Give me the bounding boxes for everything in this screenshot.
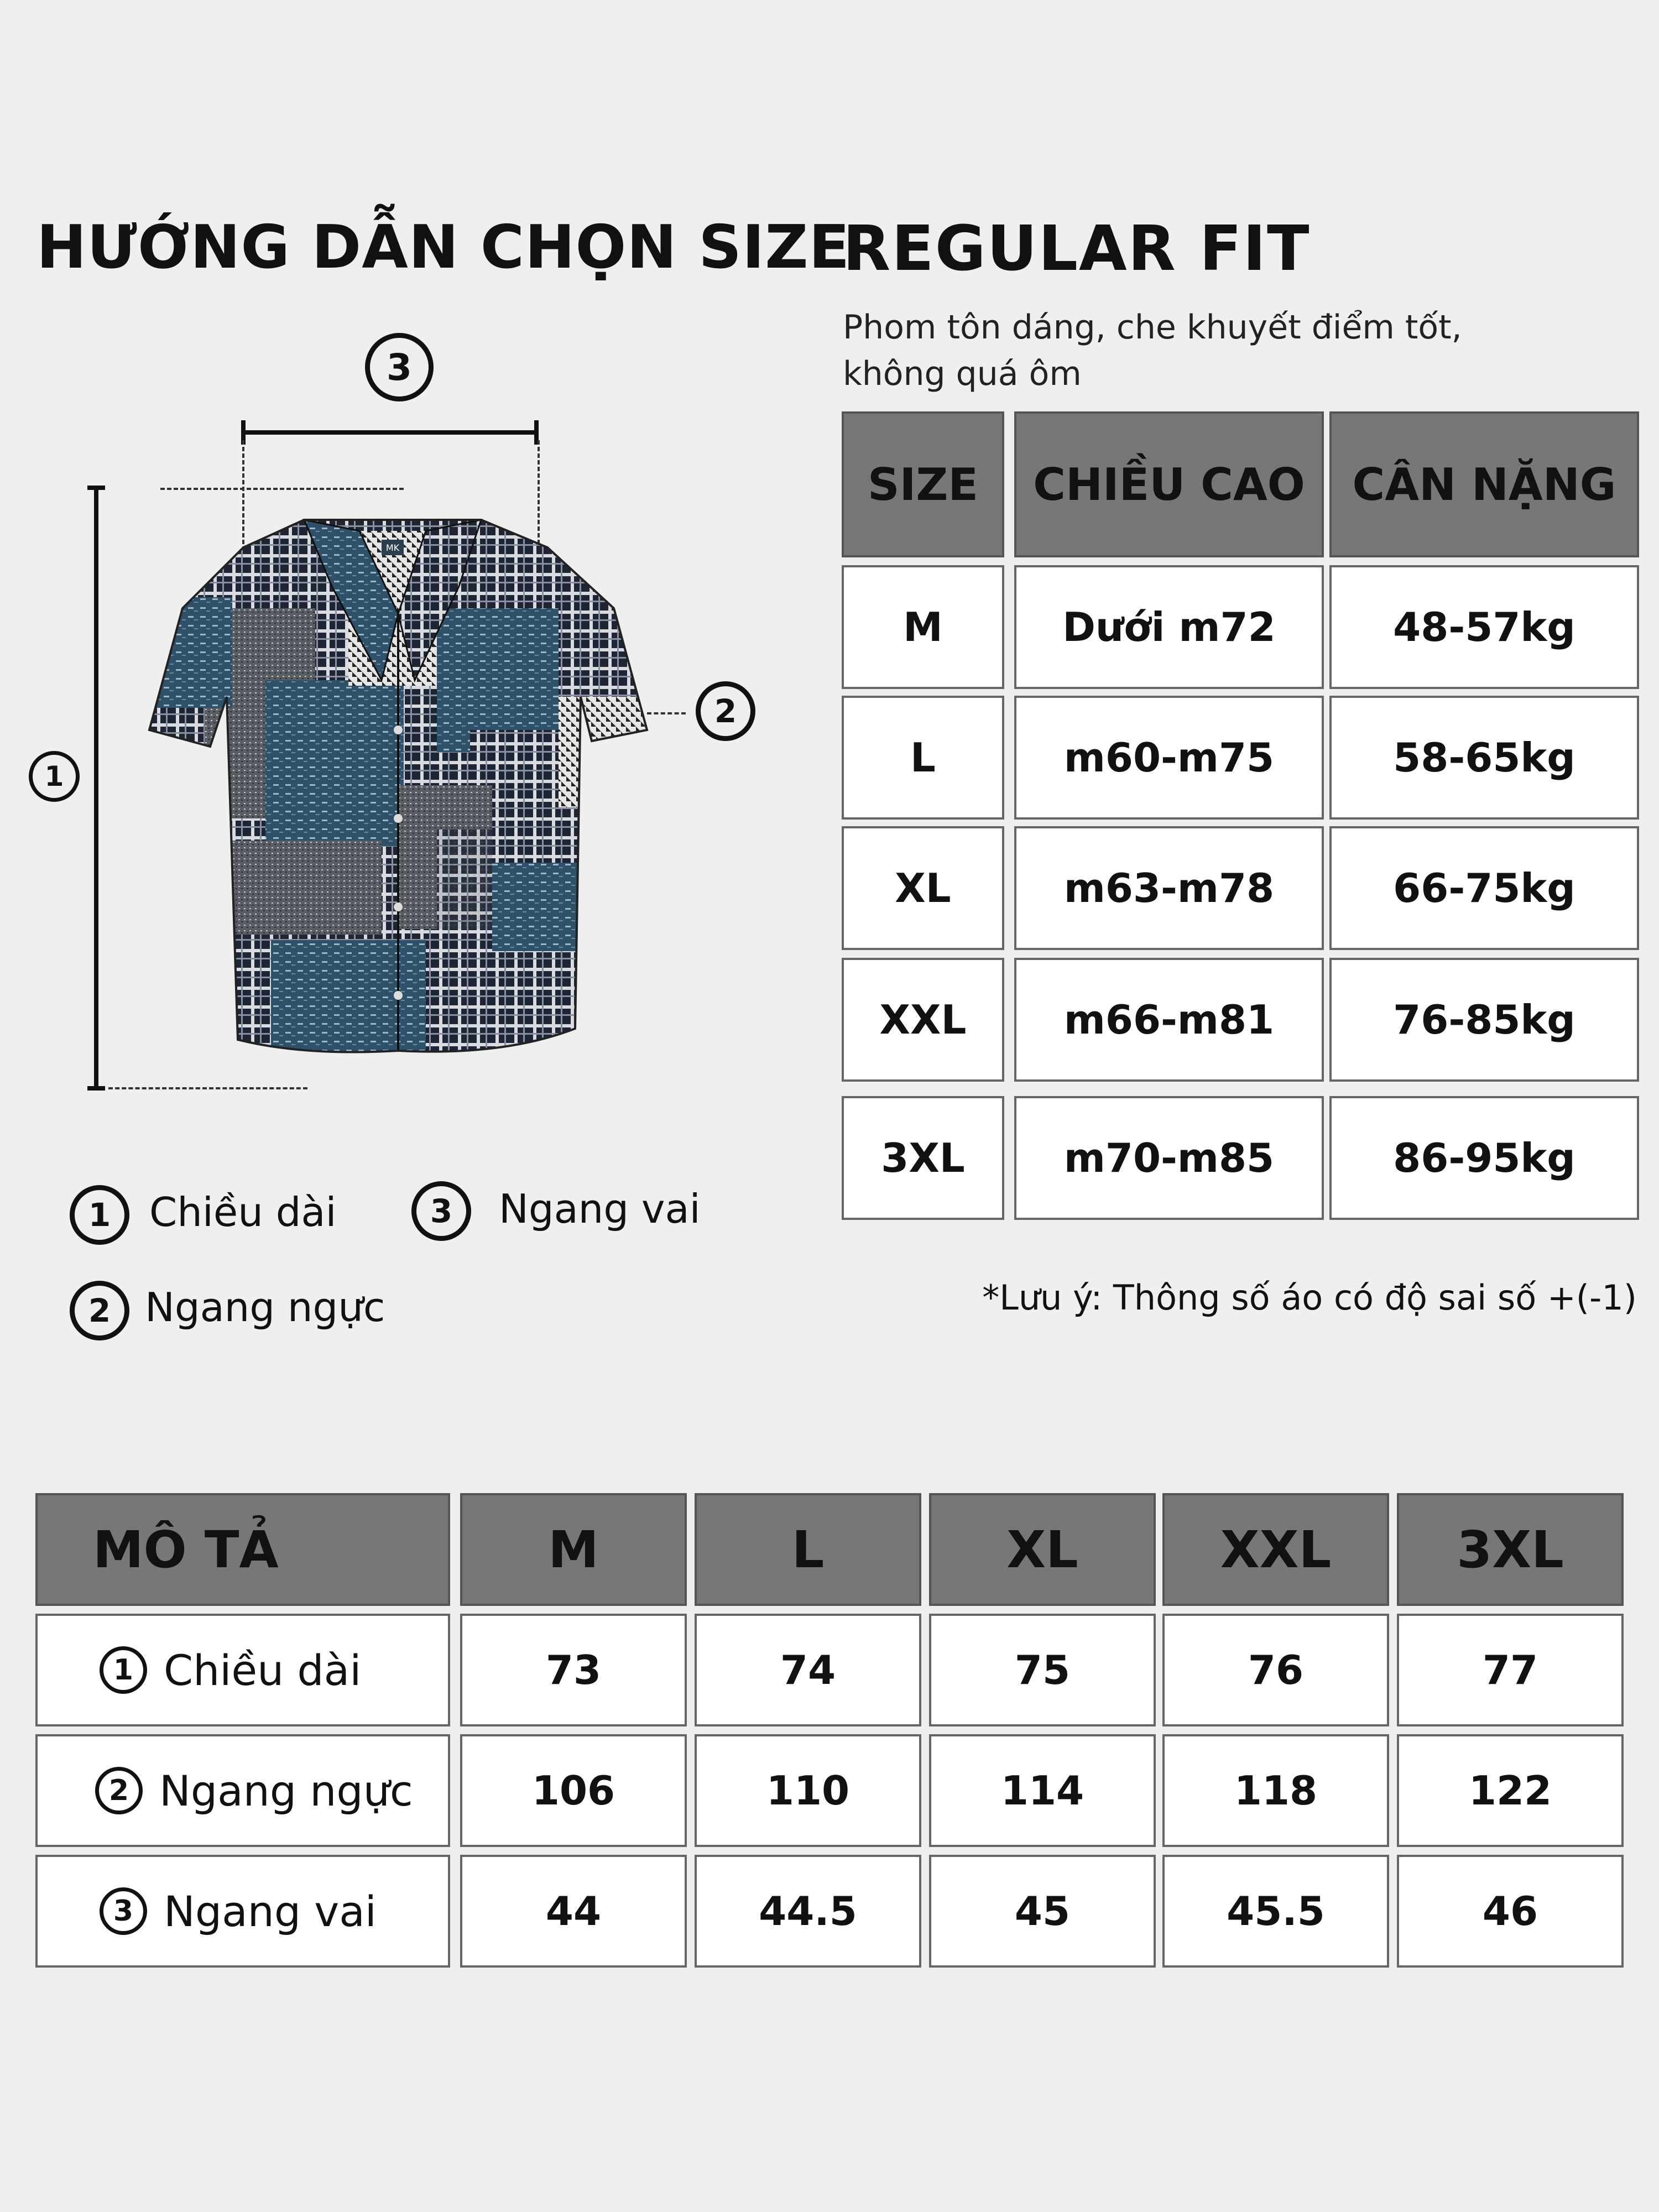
fit-cell-weight: 58-65kg bbox=[1329, 696, 1639, 820]
measure-value: 46 bbox=[1397, 1855, 1624, 1968]
measure-value: 74 bbox=[695, 1614, 921, 1726]
measure-value: 45.5 bbox=[1162, 1855, 1389, 1968]
measure-header-size: XL bbox=[929, 1493, 1156, 1606]
legend-marker-one: 1 bbox=[70, 1185, 129, 1245]
measure-value: 76 bbox=[1162, 1614, 1389, 1726]
marker-three: 3 bbox=[100, 1887, 147, 1935]
fit-cell-size: M bbox=[842, 565, 1004, 689]
measure-value: 44 bbox=[460, 1855, 687, 1968]
fit-cell-height: Dưới m72 bbox=[1014, 565, 1324, 689]
measure-header-size: M bbox=[460, 1493, 687, 1606]
measure-value: 118 bbox=[1162, 1734, 1389, 1847]
measure-value: 44.5 bbox=[695, 1855, 921, 1968]
shirt-diagram bbox=[0, 310, 774, 1112]
measure-value: 106 bbox=[460, 1734, 687, 1847]
fit-cell-height: m60-m75 bbox=[1014, 696, 1324, 820]
fit-cell-weight: 76-85kg bbox=[1329, 958, 1639, 1082]
shoulder-line bbox=[242, 430, 539, 435]
guide-title: HƯỚNG DẪN CHỌN SIZE bbox=[36, 213, 851, 282]
fit-title: REGULAR FIT bbox=[843, 213, 1311, 285]
fit-cell-size: XXL bbox=[842, 958, 1004, 1082]
fit-cell-height: m66-m81 bbox=[1014, 958, 1324, 1082]
legend-marker-two: 2 bbox=[70, 1281, 129, 1340]
marker-one: 1 bbox=[29, 751, 80, 802]
fit-header-height: CHIỀU CAO bbox=[1014, 411, 1324, 557]
fit-cell-size: 3XL bbox=[842, 1096, 1004, 1220]
measure-row-label: 2 Ngang ngực bbox=[35, 1734, 450, 1847]
fit-cell-height: m63-m78 bbox=[1014, 826, 1324, 950]
measure-header-size: XXL bbox=[1162, 1493, 1389, 1606]
marker-two: 2 bbox=[95, 1767, 143, 1814]
legend-chest-label: Ngang ngực bbox=[145, 1284, 385, 1331]
fit-cell-height: m70-m85 bbox=[1014, 1096, 1324, 1220]
marker-three: 3 bbox=[365, 333, 434, 401]
measure-value: 77 bbox=[1397, 1614, 1624, 1726]
tolerance-note: *Lưu ý: Thông số áo có độ sai số +(-1) bbox=[982, 1277, 1637, 1318]
measure-header-size: L bbox=[695, 1493, 921, 1606]
length-line bbox=[94, 487, 98, 1089]
marker-one: 1 bbox=[100, 1646, 147, 1694]
svg-text:MK: MK bbox=[385, 542, 400, 553]
measure-value: 114 bbox=[929, 1734, 1156, 1847]
measure-header-desc: MÔ TẢ bbox=[35, 1493, 450, 1606]
legend-marker-three: 3 bbox=[411, 1181, 471, 1241]
fit-subtitle: Phom tôn dáng, che khuyết điểm tốt, không quá ôm bbox=[843, 308, 1462, 393]
measure-header-size: 3XL bbox=[1397, 1493, 1624, 1606]
measure-value: 110 bbox=[695, 1734, 921, 1847]
fit-cell-size: XL bbox=[842, 826, 1004, 950]
fit-cell-weight: 86-95kg bbox=[1329, 1096, 1639, 1220]
marker-two: 2 bbox=[696, 681, 755, 741]
shirt-icon bbox=[138, 498, 653, 1095]
fit-header-weight: CÂN NẶNG bbox=[1329, 411, 1639, 557]
legend-shoulder-label: Ngang vai bbox=[499, 1186, 701, 1232]
fit-cell-size: L bbox=[842, 696, 1004, 820]
measure-value: 75 bbox=[929, 1614, 1156, 1726]
measure-row-label: 3 Ngang vai bbox=[35, 1855, 450, 1968]
measure-value: 73 bbox=[460, 1614, 687, 1726]
measure-row-label: 1 Chiều dài bbox=[35, 1614, 450, 1726]
fit-header-size: SIZE bbox=[842, 411, 1004, 557]
fit-cell-weight: 48-57kg bbox=[1329, 565, 1639, 689]
legend-length-label: Chiều dài bbox=[149, 1189, 337, 1235]
measure-value: 122 bbox=[1397, 1734, 1624, 1847]
fit-cell-weight: 66-75kg bbox=[1329, 826, 1639, 950]
measure-value: 45 bbox=[929, 1855, 1156, 1968]
